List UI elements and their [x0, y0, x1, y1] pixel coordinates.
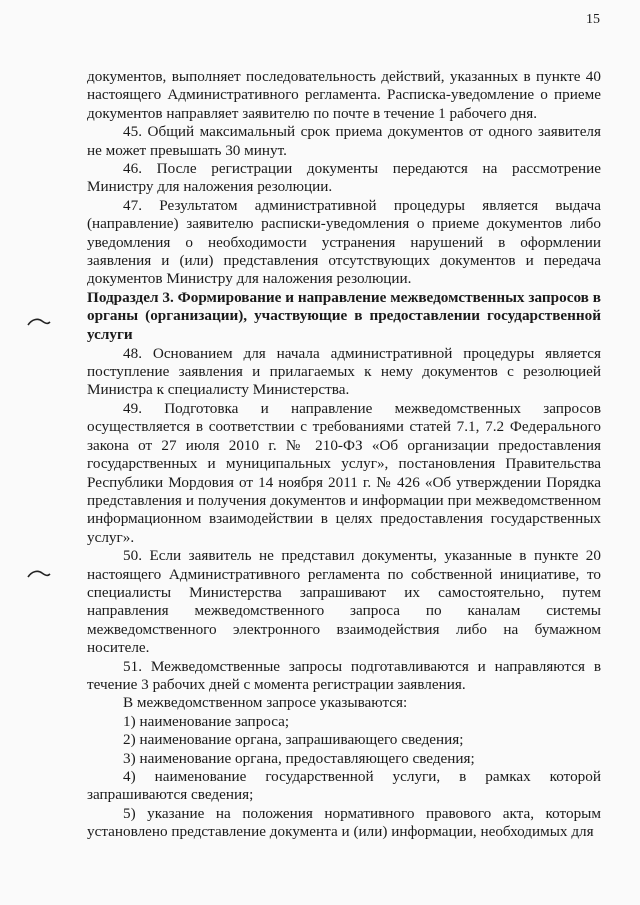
- paragraph: 3) наименование органа, предоставляющего сведения;: [123, 749, 475, 767]
- paragraph: 2) наименование органа, запрашивающего сведения;: [123, 731, 464, 749]
- paragraph-group-bottom: [87, 345, 601, 842]
- paragraph: 48. Основанием для начала административной процедуры является поступление заявления и прилагаемых к нему документов с резолюцией Министра к специалисту Министерства.: [87, 344, 601, 399]
- document-body: [87, 68, 601, 842]
- paragraph: 45. Общий максимальный срок приема документов от одного заявителя не может превышать 30 минут.: [87, 123, 601, 159]
- section-heading: Подраздел 3. Формирование и направление межведомственных запросов в органы (организации), участвующие в предоставлении государственной услуги: [87, 288, 601, 344]
- paragraph: 47. Результатом административной процедуры является выдача (направление) заявителю расписки-уведомления о приеме документов либо уведомления о необходимости устранения нарушений в оформлении заявления и (или) представления отсутствующих документов и передача документов Министру для наложения резолюции.: [87, 196, 601, 288]
- paragraph: 51. Межведомственные запросы подготавливаются и направляются в течение 3 рабочих дней с момента регистрации заявления.: [87, 657, 601, 693]
- page-number: 15: [586, 12, 600, 27]
- paragraph: В межведомственном запросе указываются:: [123, 694, 408, 712]
- paragraph-group-top: [87, 68, 601, 289]
- paragraph: 50. Если заявитель не представил документы, указанные в пункте 20 настоящего Административного регламента по собственной инициативе, то специалисты Министерства запрашивают их самостоятельно, путем направления межведомственного запроса по каналам системы межведомственного электронного взаимодействия либо на бумажном носителе.: [87, 547, 601, 657]
- margin-mark-1: [26, 318, 52, 324]
- paragraph: 5) указание на положения нормативного правового акта, которым установлено представление документа и (или) информации, необходимых для: [87, 804, 601, 841]
- paragraph: 49. Подготовка и направление межведомственных запросов осуществляется в соответствии с требованиями статей 7.1, 7.2 Федерального закона от 27 июля 2010 г. № 210-ФЗ «Об организации предоставления государственных и муниципальных услуг», постановления Правительства Республики Мордовия от 14 ноября 2011 г. № 426 «Об утверждении Порядка представления и получения документов и информации при межведомственном информационном взаимодействии в целях предоставления государственных услуг».: [87, 399, 601, 546]
- paragraph: 1) наименование запроса;: [123, 712, 290, 730]
- paragraph: 4) наименование государственной услуги, в рамках которой запрашиваются сведения;: [87, 768, 601, 804]
- paragraph: 46. После регистрации документы передаются на рассмотрение Министру для наложения резолюции.: [87, 160, 601, 196]
- paragraph: документов, выполняет последовательность действий, указанных в пункте 40 настоящего Административного регламента. Расписка-уведомление о приеме документов направляет заявителю по почте в течение 1 рабочего дня.: [87, 68, 601, 122]
- margin-mark-2: [26, 570, 52, 576]
